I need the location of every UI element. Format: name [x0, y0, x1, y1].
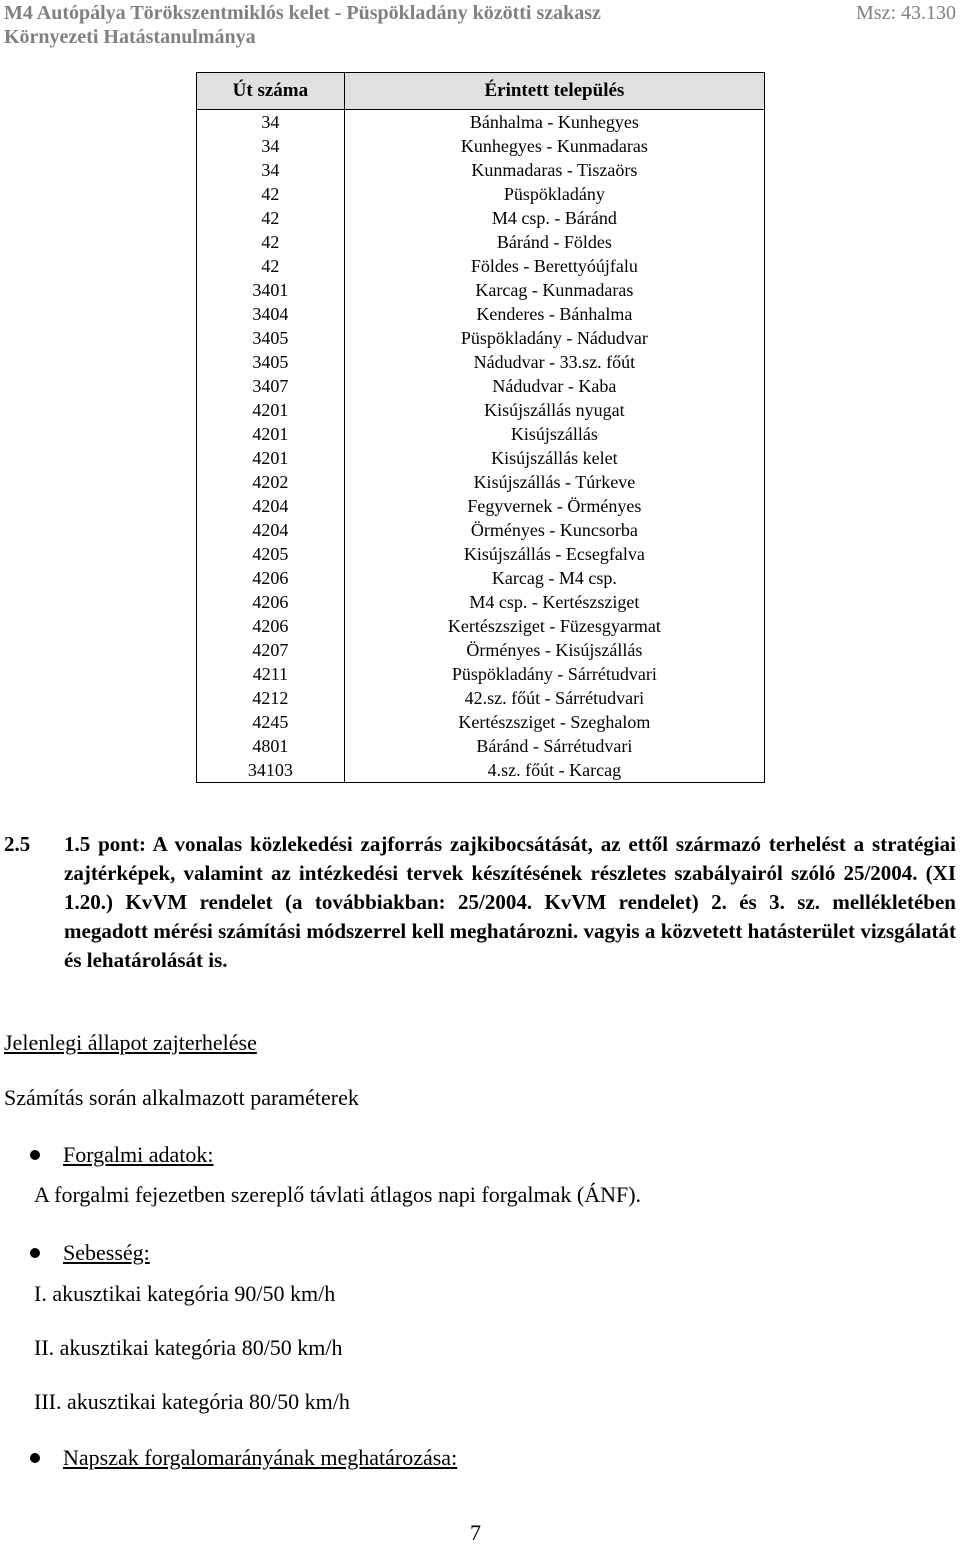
road-number-cell: 4211 — [197, 662, 345, 686]
table-row — [197, 374, 765, 398]
bullet-traffic-label: Forgalmi adatok: — [63, 1142, 214, 1167]
road-number-cell: 4201 — [197, 398, 345, 422]
road-number-cell: 42 — [197, 254, 345, 278]
road-number-cell: 4245 — [197, 710, 345, 734]
settlement-cell: Kisújszállás nyugat — [344, 398, 764, 422]
table-row — [197, 470, 765, 494]
settlement-cell: Kunhegyes - Kunmadaras — [344, 134, 764, 158]
table-row — [197, 110, 765, 135]
table-row — [197, 566, 765, 590]
settlement-cell: Püspökladány — [344, 182, 764, 206]
speed-category-2: II. akusztikai kategória 80/50 km/h — [34, 1335, 343, 1360]
road-number-cell: 34 — [197, 110, 345, 135]
table-row — [197, 398, 765, 422]
bullet-dot-icon — [30, 1453, 40, 1463]
road-number-cell: 4212 — [197, 686, 345, 710]
settlement-cell: Báránd - Sárrétudvari — [344, 734, 764, 758]
speed-category-1: I. akusztikai kategória 90/50 km/h — [34, 1281, 336, 1306]
road-number-cell: 4206 — [197, 590, 345, 614]
calc-params-label: Számítás során alkalmazott paraméterek — [4, 1085, 359, 1110]
bullet-dot-icon — [30, 1150, 40, 1160]
roads-table-body — [197, 110, 765, 783]
settlement-cell: Bánhalma - Kunhegyes — [344, 110, 764, 135]
col-header-settlement: Érintett település — [344, 73, 764, 110]
settlement-cell: Örményes - Kisújszállás — [344, 638, 764, 662]
road-number-cell: 4201 — [197, 446, 345, 470]
table-row — [197, 614, 765, 638]
page-header — [0, 0, 960, 50]
road-number-cell: 4206 — [197, 566, 345, 590]
road-number-cell: 3405 — [197, 350, 345, 374]
document-subtitle: Környezeti Hatástanulmánya — [4, 26, 256, 48]
section-heading: Jelenlegi állapot zajterhelése — [4, 1030, 257, 1055]
table-row — [197, 734, 765, 758]
settlement-cell: Kenderes - Bánhalma — [344, 302, 764, 326]
speed-category-3: III. akusztikai kategória 80/50 km/h — [34, 1389, 350, 1414]
table-row — [197, 302, 765, 326]
road-number-cell: 3407 — [197, 374, 345, 398]
settlement-cell: Kertészsziget - Füzesgyarmat — [344, 614, 764, 638]
settlement-cell: Báránd - Földes — [344, 230, 764, 254]
document-title: M4 Autópálya Törökszentmiklós kelet - Püspökladány közötti szakasz — [4, 2, 601, 24]
table-row — [197, 686, 765, 710]
table-row — [197, 494, 765, 518]
road-number-cell: 4201 — [197, 422, 345, 446]
table-row — [197, 662, 765, 686]
settlement-cell: Kisújszállás - Túrkeve — [344, 470, 764, 494]
settlement-cell: M4 csp. - Báránd — [344, 206, 764, 230]
settlement-cell: 4.sz. főút - Karcag — [344, 758, 764, 783]
road-number-cell: 34103 — [197, 758, 345, 783]
regulation-paragraph — [4, 830, 956, 975]
paragraph-number: 2.5 — [4, 832, 31, 856]
document-number: Msz: 43.130 — [856, 2, 956, 24]
settlement-cell: Kisújszállás kelet — [344, 446, 764, 470]
road-number-cell: 34 — [197, 158, 345, 182]
table-row — [197, 254, 765, 278]
table-row — [197, 638, 765, 662]
road-number-cell: 42 — [197, 182, 345, 206]
settlement-cell: Örményes - Kuncsorba — [344, 518, 764, 542]
settlement-cell: Karcag - Kunmadaras — [344, 278, 764, 302]
road-number-cell: 4204 — [197, 494, 345, 518]
road-number-cell: 3404 — [197, 302, 345, 326]
traffic-text: A forgalmi fejezetben szereplő távlati átlagos napi forgalmak (ÁNF). — [34, 1182, 642, 1207]
bullet-speed-label: Sebesség: — [63, 1240, 150, 1265]
page-number: 7 — [470, 1520, 481, 1545]
table-row — [197, 542, 765, 566]
settlement-cell: 42.sz. főút - Sárrétudvari — [344, 686, 764, 710]
table-row — [197, 710, 765, 734]
table-row — [197, 158, 765, 182]
table-row — [197, 422, 765, 446]
table-row — [197, 326, 765, 350]
road-number-cell: 4206 — [197, 614, 345, 638]
road-number-cell: 4205 — [197, 542, 345, 566]
col-header-road-number: Út száma — [197, 73, 345, 110]
road-number-cell: 4204 — [197, 518, 345, 542]
table-row — [197, 278, 765, 302]
settlement-cell: Karcag - M4 csp. — [344, 566, 764, 590]
road-number-cell: 4801 — [197, 734, 345, 758]
settlement-cell: Kunmadaras - Tiszaörs — [344, 158, 764, 182]
table-row — [197, 758, 765, 783]
table-row — [197, 230, 765, 254]
bullet-periods-label: Napszak forgalomarányának meghatározása: — [63, 1445, 458, 1470]
bullet-dot-icon — [30, 1248, 40, 1258]
table-row — [197, 446, 765, 470]
settlement-cell: Kisújszállás - Ecsegfalva — [344, 542, 764, 566]
road-number-cell: 4207 — [197, 638, 345, 662]
roads-table — [196, 72, 765, 783]
settlement-cell: Nádudvar - 33.sz. főút — [344, 350, 764, 374]
table-row — [197, 206, 765, 230]
table-row — [197, 518, 765, 542]
table-row — [197, 590, 765, 614]
settlement-cell: Püspökladány - Sárrétudvari — [344, 662, 764, 686]
table-row — [197, 182, 765, 206]
road-number-cell: 4202 — [197, 470, 345, 494]
road-number-cell: 3405 — [197, 326, 345, 350]
table-row — [197, 350, 765, 374]
settlement-cell: Nádudvar - Kaba — [344, 374, 764, 398]
settlement-cell: Kisújszállás — [344, 422, 764, 446]
paragraph-text: 1.5 pont: A vonalas közlekedési zajforrás zajkibocsátását, az ettől származó terhelést a stratégiai zajtérképek, valamint az intézkedési tervek készítésének részletes szabályairól szóló 25/2004. (XI 1.20.) KvVM rendelet (a továbbiakban: 25/2004. KvVM rendelet) 2. és 3. sz. mellékletében megadott mérési számítási módszerrel kell meghatározni. vagyis a közvetett hatásterület vizsgálatát és lehatárolását is. — [64, 832, 956, 972]
settlement-cell: Püspökladány - Nádudvar — [344, 326, 764, 350]
settlement-cell: Földes - Berettyóújfalu — [344, 254, 764, 278]
road-number-cell: 42 — [197, 206, 345, 230]
settlement-cell: M4 csp. - Kertészsziget — [344, 590, 764, 614]
road-number-cell: 3401 — [197, 278, 345, 302]
road-number-cell: 42 — [197, 230, 345, 254]
road-number-cell: 34 — [197, 134, 345, 158]
table-row — [197, 134, 765, 158]
settlement-cell: Kertészsziget - Szeghalom — [344, 710, 764, 734]
table-header-row — [197, 73, 765, 110]
settlement-cell: Fegyvernek - Örményes — [344, 494, 764, 518]
